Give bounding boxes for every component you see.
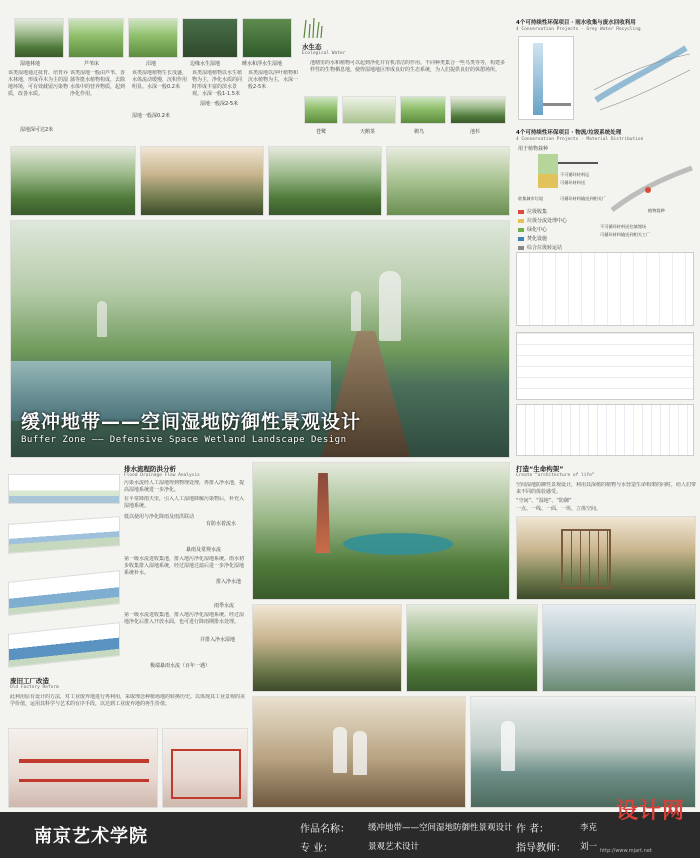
proj2-note-3: 收集城市垃圾 [518, 196, 544, 201]
tower-pond [343, 533, 453, 555]
author-label: 作 者： [516, 824, 550, 835]
photo-factory-2 [162, 728, 248, 808]
work-label: 作品名称： [300, 824, 350, 835]
legend-item-0: 垃圾收集 [518, 208, 598, 215]
proj2-note-1: 不可循环材料运 [560, 172, 590, 177]
photo-bird-4 [450, 96, 506, 124]
photo-edge-aquatic [182, 18, 238, 58]
eco-title: 水生态 [302, 43, 322, 51]
hero-render [10, 220, 510, 458]
flood-desc-rain: 第一级水流进收集池，排入地污净化湿地系统。经过湿地净化后排入开放水面，也可进行降雨期排水处理。 [124, 612, 245, 625]
photo-reed-bed [68, 18, 124, 58]
flood-diagram-4 [8, 622, 120, 668]
photo-wetland-forest [14, 18, 64, 58]
photo-bird-2 [342, 96, 396, 124]
photo-row2-1 [252, 696, 466, 808]
eco-bird-1: 苍鹭 [316, 129, 327, 135]
eco-bird-2: 天鹅茶 [360, 129, 376, 135]
flood-title: 排水流程防洪分析 [124, 465, 176, 473]
footer-bar [0, 799, 700, 858]
work-value: 缓冲地带——空间湿地防御性景观设计 [368, 823, 513, 833]
plant-desc-4: 该类湿地植物以水生植物为主，净化水质的同时形成丰富的滨水景观。水深一般1-1.5米 [192, 70, 243, 97]
proj2-title: 4个可持续性环保项目 · 物流/垃圾系统处理 [516, 130, 622, 136]
major-value: 景观艺术设计 [368, 842, 420, 852]
teacher-value: 刘一 [580, 842, 598, 852]
flood-note-1: 在平常降雨天里，引入人工湿地降解污染物后，补充入湿地系统。 [124, 496, 245, 509]
eco-body: 池塘里的水和植物可以起到净化并有机清洁的作用。不同种类集合一些鸟类等等，构建多样性的生物栖息地，使得湿地地区形成良好的生态系统，为人们提供良好的休憩场所。 [310, 60, 506, 73]
proj1-title: 4个可持续性环保项目 · 雨水收集与废水回收利用 [516, 20, 636, 26]
section-sketch-2 [516, 332, 694, 400]
flood-diagram-1 [8, 474, 120, 504]
proj2-note-7: 可循环材料输送到相关工厂 [600, 232, 651, 237]
photo-floating-plants [242, 18, 292, 58]
eco-bird-3: 鹈鸟 [414, 129, 425, 135]
legend-item-1: 垃圾分流处理中心 [518, 217, 598, 224]
proj2-subtitle: 4 Conservation Projects - Material Distribution [516, 137, 644, 142]
watermark-logo: 设计网 [616, 799, 686, 824]
flood-diagram-2 [8, 516, 120, 554]
flood-diagram-3 [8, 570, 120, 616]
photo-strip-4 [386, 146, 510, 216]
hero-title-en: Buffer Zone —— Defensive Space Wetland Landscape Design [21, 435, 347, 445]
plant-name-4: 边缘水生湿地 [190, 61, 221, 67]
flood-note-0: 污染水流经人工湿地得到物理处理，再排入净水池，提高湿地系统进一步净化。 [124, 480, 245, 493]
legend-item-2: 绿化中心 [518, 226, 598, 233]
photo-factory-1 [8, 728, 158, 808]
flood-subtitle: Flood Drainage Flow Analysis [124, 473, 200, 478]
legend-item-4: 综合垃圾转运站 [518, 244, 598, 251]
photo-bird-3 [400, 96, 446, 124]
plant-desc-3: 该类湿地植物生长茂盛，水体流动缓慢，沉积作用明显。水深一般0.2米 [132, 70, 188, 90]
flood-note-3: 有防水着流水 [206, 521, 237, 527]
proj2-note-0: 用于植物栽种 [518, 146, 549, 152]
life-subtitle: Create “architecture of life” [516, 473, 595, 478]
plant-name-3: 沼地 [146, 61, 157, 67]
life-keywords: “空间”、“湿地”、“防御” [516, 498, 572, 504]
plant-desc-5: 该类湿地以浮叶植物和沉水植物为主，水深一般2-5米 [248, 70, 298, 90]
plant-name-1: 湿地林地 [20, 61, 41, 67]
proj1-section-diagram [518, 36, 574, 120]
photo-life-architecture [516, 516, 696, 600]
hero-figure-1 [379, 271, 401, 341]
hero-figure-2 [351, 291, 361, 331]
author-value: 李克 [580, 823, 598, 833]
photo-strip-1 [10, 146, 136, 216]
life-body: 空间湿地防御性景观设计，利用其深植的植物与水营造生命构架的同时，给人们带来不同的体验感受。 [516, 482, 696, 495]
plant-name-2: 芦苇床 [84, 61, 100, 67]
plant-desc-2: 该类湿地一般由芦苇、香蒲等挺水植物构成，去除水体中的营养物质，起到净化作用。 [70, 70, 126, 97]
hero-title-cn: 缓冲地带——空间湿地防御性景观设计 [21, 411, 362, 433]
proj1-site-plan [590, 40, 694, 116]
plant-desc-1: 该类湿地通过抚育、培育乔木林地，形成乔木为主的湿地环境，可有效截留污染物质，改善水质。 [8, 70, 68, 97]
hero-figure-3 [97, 301, 107, 337]
photo-row2-2 [470, 696, 696, 808]
school-name: 南京艺术学院 [34, 826, 148, 847]
depth-note-right: 湿地一般深2-5米 [200, 101, 239, 107]
photo-row1-1 [252, 604, 402, 692]
proj2-note-6: 不可循环材料送往填埋场 [600, 224, 647, 229]
depth-note-mid: 湿地一般深0.2米 [132, 113, 170, 119]
photo-tower [252, 462, 510, 600]
flood-label-clean: 并排入净水湿地 [200, 637, 236, 643]
flood-note-2: 低以使用与净化降雨及雨洪联动 [124, 514, 195, 520]
photo-row1-3 [542, 604, 696, 692]
depth-note-left: 湿地深可达2米 [20, 127, 54, 133]
eco-subtitle: Ecological Water [302, 51, 346, 56]
factory-subtitle: Old Factory Reform [10, 685, 59, 690]
life-line: 一点、一线、一面、一块、立体空间。 [516, 506, 602, 512]
proj2-note-5: 植物栽种 [648, 208, 665, 213]
legend-item-3: 焚化设施 [518, 235, 598, 242]
eco-bird-4: 池杉 [470, 129, 481, 135]
proj2-legend [518, 208, 598, 253]
tower-structure [311, 473, 335, 553]
flood-label-rain: 雨季水流 [214, 603, 235, 609]
factory-body: 此利用原有设计的方法，对工业废弃地进行再利用，采取理念种植场地的转换历史。以体现其工业景观的美学价值，运用其科学与艺术的有序手段，以达到工业废弃地的再生价值。 [10, 694, 246, 707]
proj2-note-4: 可循环材料输送到相关厂 [560, 196, 607, 201]
section-sketch-3 [516, 404, 694, 456]
flood-label-small: 排入净水池 [216, 579, 242, 585]
photo-bird-1 [304, 96, 338, 124]
flood-desc-flood: 第一级水流进收集池，排入地污净化湿地系统。雨水初步收集排入湿地系统，经过湿地过滤后进一步净化湿地系统补水。 [124, 556, 245, 576]
teacher-label: 指导教师： [516, 843, 566, 854]
proj1-subtitle: 4 Conservation Projects - Grey Water Recycling [516, 27, 641, 32]
factory-title: 废旧工厂改造 [10, 677, 49, 685]
reed-icon [300, 18, 324, 38]
flood-label-max: 极端暴雨水流（百年一遇） [150, 663, 211, 669]
photo-marsh [128, 18, 178, 58]
photo-row1-2 [406, 604, 538, 692]
life-title: 打造“生命构架” [516, 465, 564, 473]
photo-strip-3 [268, 146, 382, 216]
plant-name-5: 睡水和浮水生湿地 [242, 61, 283, 67]
watermark-url: http://www.mjart.net [600, 848, 652, 854]
proj2-note-2: 可循环材料送 [560, 180, 586, 185]
section-sketch-1 [516, 252, 694, 326]
major-label: 专 业： [300, 843, 334, 854]
photo-strip-2 [140, 146, 264, 216]
flood-label-flood: 暴雨及常规水流 [186, 547, 222, 553]
